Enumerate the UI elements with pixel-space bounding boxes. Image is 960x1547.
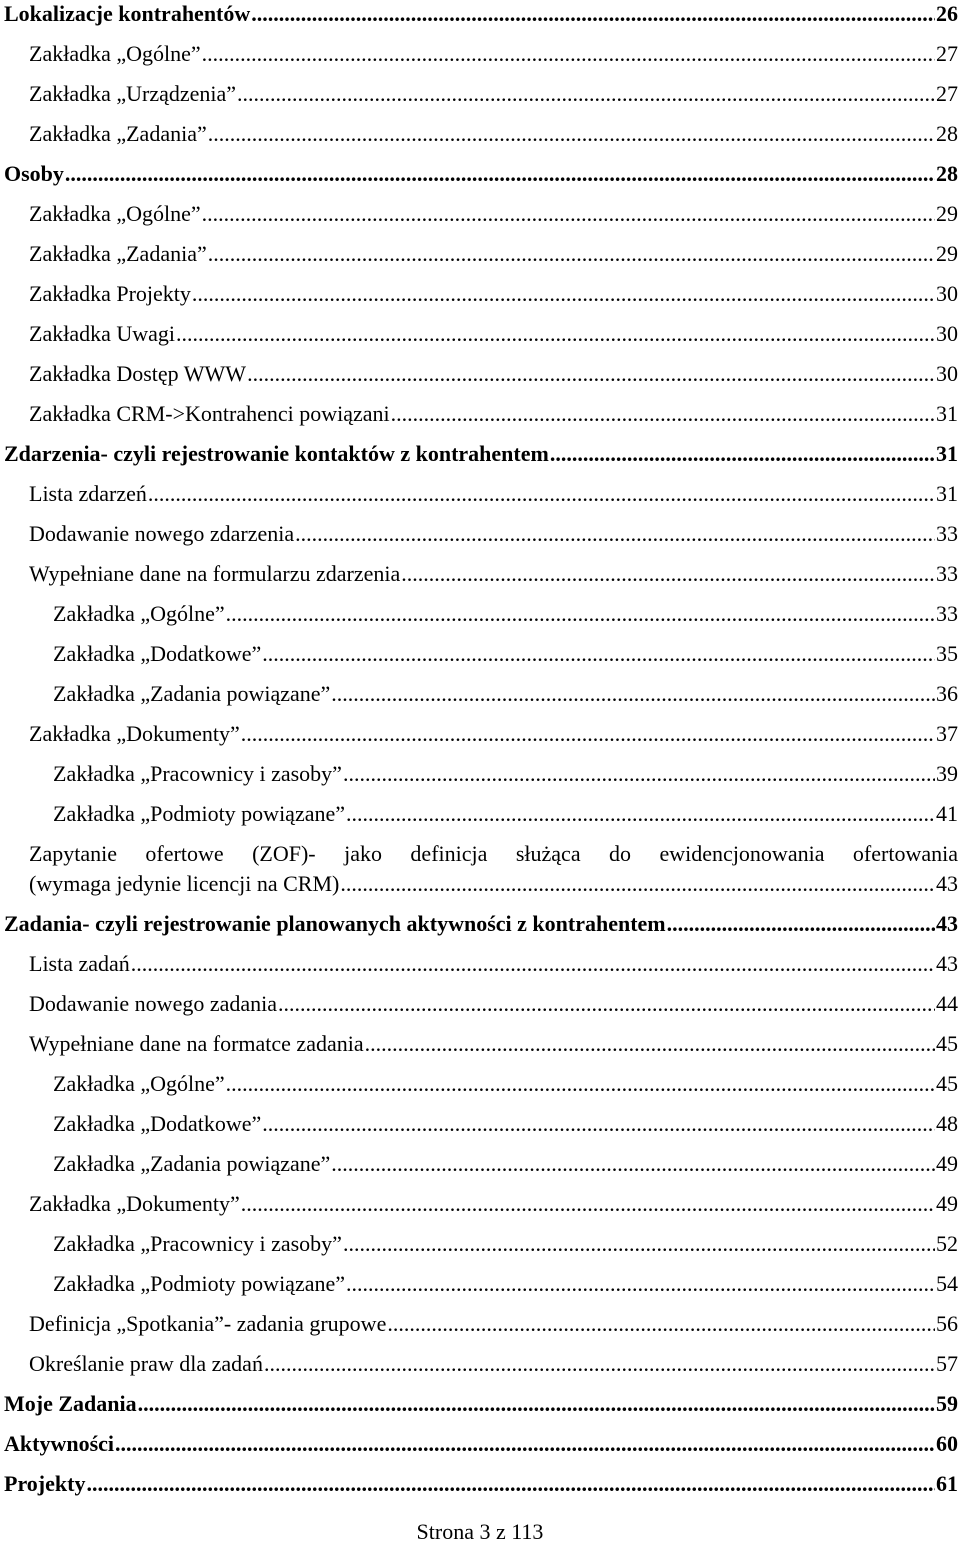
toc-dot-leader xyxy=(391,400,935,428)
toc-entry[interactable] xyxy=(0,760,960,788)
toc-dot-leader xyxy=(237,80,935,108)
toc-dot-leader xyxy=(202,200,935,228)
toc-dot-leader xyxy=(667,910,935,938)
toc-entry-page: 36 xyxy=(936,681,958,706)
toc-entry-label: Zakładka CRM->Kontrahenci powiązani xyxy=(29,401,390,426)
toc-entry[interactable] xyxy=(0,950,960,978)
toc-entry-page: 57 xyxy=(936,1351,958,1376)
toc-entry-page: 33 xyxy=(936,601,958,626)
toc-entry-label: (wymaga jedynie licencji na CRM) xyxy=(29,871,340,896)
toc-entry-label: Zakładka „Pracownicy i zasoby” xyxy=(53,761,342,786)
toc-entry-page: 44 xyxy=(936,991,958,1016)
toc-entry[interactable] xyxy=(0,680,960,708)
toc-dot-leader xyxy=(343,760,935,788)
toc-dot-leader xyxy=(115,1430,935,1458)
toc-entry-label: Aktywności xyxy=(4,1431,115,1456)
toc-entry[interactable] xyxy=(0,400,960,428)
toc-dot-leader xyxy=(208,240,935,268)
toc-entry-label: Zakładka „Dokumenty” xyxy=(29,721,240,746)
toc-entry[interactable] xyxy=(0,840,960,898)
toc-entry-label: Zakładka „Urządzenia” xyxy=(29,81,237,106)
toc-entry-page: 33 xyxy=(936,521,958,546)
toc-dot-leader xyxy=(226,600,935,628)
toc-entry[interactable] xyxy=(0,280,960,308)
toc-entry-page: 52 xyxy=(936,1231,958,1256)
toc-dot-leader xyxy=(295,520,935,548)
toc-entry-page: 35 xyxy=(936,641,958,666)
toc-entry[interactable] xyxy=(0,200,960,228)
toc-entry[interactable] xyxy=(0,1430,960,1458)
toc-entry[interactable] xyxy=(0,910,960,938)
toc-entry-page: 26 xyxy=(936,1,958,26)
toc-entry-label: Zakładka „Dokumenty” xyxy=(29,1191,240,1216)
toc-entry-label: Zdarzenia- czyli rejestrowanie kontaktów z kontrahentem xyxy=(4,441,549,466)
toc-entry[interactable] xyxy=(0,320,960,348)
toc-dot-leader xyxy=(365,1030,935,1058)
toc-entry[interactable] xyxy=(0,1190,960,1218)
toc-dot-leader xyxy=(262,640,935,668)
toc-entry[interactable] xyxy=(0,1350,960,1378)
toc-entry[interactable] xyxy=(0,240,960,268)
toc-dot-leader xyxy=(401,560,935,588)
toc-entry-label: Zakładka „Podmioty powiązane” xyxy=(53,801,346,826)
toc-entry-label: Zakładka „Zadania powiązane” xyxy=(53,681,331,706)
toc-entry-label: Zakładka Uwagi xyxy=(29,321,175,346)
toc-entry[interactable] xyxy=(0,640,960,668)
toc-entry-page: 54 xyxy=(936,1271,958,1296)
toc-entry-page: 61 xyxy=(936,1471,958,1496)
toc-entry[interactable] xyxy=(0,40,960,68)
toc-entry-label: Zakładka „Ogólne” xyxy=(29,201,201,226)
toc-entry[interactable] xyxy=(0,80,960,108)
toc-entry-page: 31 xyxy=(936,441,958,466)
toc-dot-leader xyxy=(247,360,935,388)
toc-entry-page: 45 xyxy=(936,1031,958,1056)
toc-entry-page: 33 xyxy=(936,561,958,586)
toc-dot-leader xyxy=(346,1270,935,1298)
toc-entry-label: Zakładka Projekty xyxy=(29,281,191,306)
toc-dot-leader xyxy=(387,1310,935,1338)
toc-entry[interactable] xyxy=(0,800,960,828)
toc-entry-page: 56 xyxy=(936,1311,958,1336)
toc-entry-label: Zakładka „Podmioty powiązane” xyxy=(53,1271,346,1296)
page-footer xyxy=(0,1518,960,1546)
toc-entry-label: Zakładka „Zadania” xyxy=(29,241,207,266)
toc-entry-page: 49 xyxy=(936,1191,958,1216)
toc-entry[interactable] xyxy=(0,600,960,628)
toc-entry-page: 43 xyxy=(936,911,958,936)
toc-dot-leader xyxy=(176,320,935,348)
toc-entry[interactable] xyxy=(0,1070,960,1098)
toc-entry-label: Wypełniane dane na formatce zadania xyxy=(29,1031,364,1056)
toc-entry-label: Dodawanie nowego zdarzenia xyxy=(29,521,295,546)
toc-entry-label: Zakładka „Ogólne” xyxy=(53,601,225,626)
toc-entry-page: 29 xyxy=(936,201,958,226)
toc-entry-label-line1: Zapytanie ofertowe (ZOF)- jako definicja służąca do ewidencjonowania ofertowania xyxy=(29,841,958,866)
toc-entry-page: 31 xyxy=(936,401,958,426)
toc-entry-label: Moje Zadania xyxy=(4,1391,137,1416)
toc-entry-page: 43 xyxy=(936,951,958,976)
toc-entry-label: Zakładka „Zadania” xyxy=(29,121,207,146)
toc-entry-label: Osoby xyxy=(4,161,64,186)
toc-dot-leader xyxy=(346,800,935,828)
toc-dot-leader xyxy=(208,120,935,148)
toc-entry[interactable] xyxy=(0,990,960,1018)
page-number-label: Strona 3 z 113 xyxy=(416,1519,544,1544)
toc-dot-leader xyxy=(241,720,935,748)
toc-entry[interactable] xyxy=(0,1030,960,1058)
toc-entry-label: Zakładka „Ogólne” xyxy=(29,41,201,66)
toc-entry-page: 27 xyxy=(936,81,958,106)
toc-entry-label: Zakładka „Pracownicy i zasoby” xyxy=(53,1231,342,1256)
toc-entry-page: 31 xyxy=(936,481,958,506)
toc-entry[interactable] xyxy=(0,1470,960,1498)
toc-entry-page: 27 xyxy=(936,41,958,66)
toc-entry-label: Zakładka Dostęp WWW xyxy=(29,361,247,386)
toc-entry[interactable] xyxy=(0,560,960,588)
toc-dot-leader xyxy=(251,0,935,28)
toc-dot-leader xyxy=(131,950,935,978)
toc-entry-page: 30 xyxy=(936,281,958,306)
toc-dot-leader xyxy=(148,480,935,508)
toc-entry[interactable] xyxy=(0,160,960,188)
toc-dot-leader xyxy=(202,40,935,68)
toc-entry[interactable] xyxy=(0,0,960,28)
toc-entry[interactable] xyxy=(0,1270,960,1298)
toc-dot-leader xyxy=(343,1230,935,1258)
toc-entry-page: 45 xyxy=(936,1071,958,1096)
toc-entry-page: 39 xyxy=(936,761,958,786)
toc-entry-page: 41 xyxy=(936,801,958,826)
toc-dot-leader xyxy=(241,1190,935,1218)
toc-dot-leader xyxy=(192,280,935,308)
toc-entry[interactable] xyxy=(0,1230,960,1258)
toc-entry-page: 48 xyxy=(936,1111,958,1136)
toc-entry[interactable] xyxy=(0,480,960,508)
toc-entry[interactable] xyxy=(0,520,960,548)
toc-entry[interactable] xyxy=(0,440,960,468)
toc-entry-label: Lista zadań xyxy=(29,951,130,976)
toc-entry-label: Zakładka „Zadania powiązane” xyxy=(53,1151,331,1176)
toc-entry-page: 43 xyxy=(936,871,958,896)
toc-dot-leader xyxy=(226,1070,935,1098)
toc-dot-leader xyxy=(331,1150,935,1178)
toc-entry-label: Definicja „Spotkania”- zadania grupowe xyxy=(29,1311,387,1336)
toc-dot-leader xyxy=(138,1390,935,1418)
toc-entry-label: Zakładka „Ogólne” xyxy=(53,1071,225,1096)
toc-entry-page: 30 xyxy=(936,361,958,386)
toc-dot-leader xyxy=(264,1350,935,1378)
toc-dot-leader xyxy=(340,870,935,898)
toc-entry-page: 29 xyxy=(936,241,958,266)
toc-entry-label: Zadania- czyli rejestrowanie planowanych aktywności z kontrahentem xyxy=(4,911,666,936)
toc-entry-page: 28 xyxy=(936,161,958,186)
toc-dot-leader xyxy=(65,160,935,188)
toc-entry-label: Dodawanie nowego zadania xyxy=(29,991,278,1016)
toc-entry-label: Projekty xyxy=(4,1471,86,1496)
toc-entry[interactable] xyxy=(0,720,960,748)
toc-entry-label: Określanie praw dla zadań xyxy=(29,1351,263,1376)
toc-entry-page: 37 xyxy=(936,721,958,746)
toc-entry-page: 60 xyxy=(936,1431,958,1456)
toc-entry-label: Lokalizacje kontrahentów xyxy=(4,1,251,26)
toc-dot-leader xyxy=(262,1110,935,1138)
toc-entry[interactable] xyxy=(0,1110,960,1138)
toc-entry[interactable] xyxy=(0,120,960,148)
toc-entry-page: 30 xyxy=(936,321,958,346)
toc-entry-page: 28 xyxy=(936,121,958,146)
toc-entry-page: 59 xyxy=(936,1391,958,1416)
toc-entry-label: Zakładka „Dodatkowe” xyxy=(53,641,262,666)
toc-entry[interactable] xyxy=(0,1150,960,1178)
toc-dot-leader xyxy=(278,990,935,1018)
toc-entry-label: Lista zdarzeń xyxy=(29,481,147,506)
toc-entry-label: Zakładka „Dodatkowe” xyxy=(53,1111,262,1136)
toc-dot-leader xyxy=(331,680,935,708)
toc-entry-page: 49 xyxy=(936,1151,958,1176)
toc-entry-label: Wypełniane dane na formularzu zdarzenia xyxy=(29,561,401,586)
toc-entry[interactable] xyxy=(0,1390,960,1418)
toc-entry[interactable] xyxy=(0,360,960,388)
toc-dot-leader xyxy=(86,1470,935,1498)
toc-entry[interactable] xyxy=(0,1310,960,1338)
toc-dot-leader xyxy=(550,440,935,468)
